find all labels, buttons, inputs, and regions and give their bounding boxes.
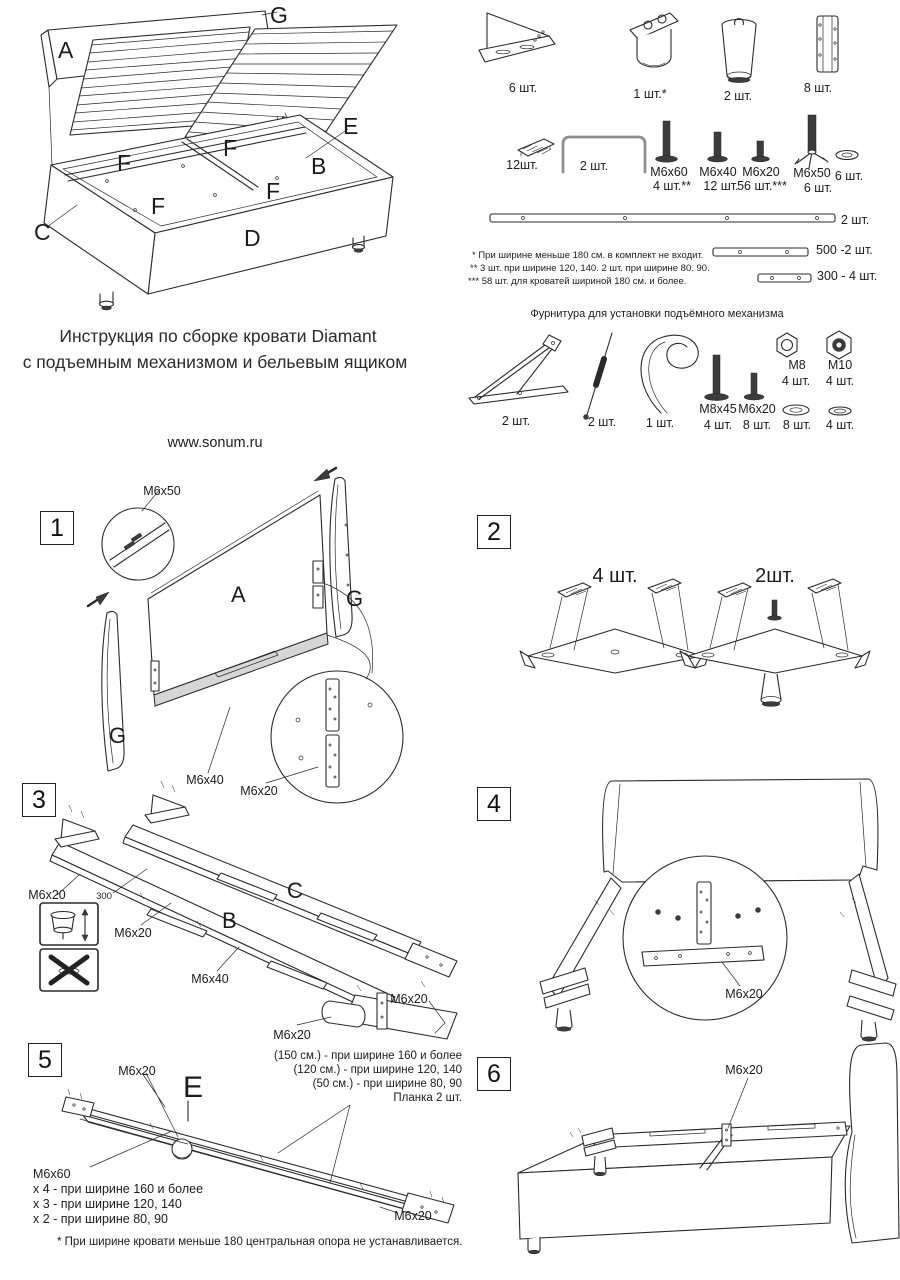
step3-rail-b-label: B — [222, 908, 237, 933]
step5-m6x20-top-label: M6x20 — [118, 1064, 156, 1078]
bolt-size: M6x60 — [650, 165, 688, 179]
nut-qty: 4 шт. — [781, 374, 811, 388]
bolt-qty: 56 шт.*** — [737, 179, 787, 193]
mounting-plate-icon — [817, 16, 838, 72]
bolt-size: M8x45 — [699, 402, 737, 416]
step3-m6x20-left-label: M6x20 — [28, 888, 66, 902]
strut-qty: 2 шт. — [587, 415, 617, 429]
step-2-number: 2 — [477, 515, 511, 549]
step3-m6x20-bottom-label: M6x20 — [273, 1028, 311, 1042]
nut-m10-icon — [827, 331, 851, 359]
nut-m8-icon — [777, 333, 797, 357]
part-qty: 12шт. — [506, 158, 538, 172]
part-qty: 2 шт. — [579, 159, 609, 173]
bolt-m8x45-icon — [705, 355, 729, 401]
slat-bar-500-icon — [713, 248, 808, 256]
bar-qty: 2 шт. — [841, 213, 870, 227]
step-6-number: 6 — [477, 1057, 511, 1091]
bolt-size: M6x20 — [738, 402, 776, 416]
overview-label-c: C — [34, 219, 51, 245]
bolt-qty: 6 шт. — [803, 181, 833, 195]
step-1-illustration — [30, 465, 460, 815]
nut-size: M10 — [827, 358, 853, 372]
step1-m6x20-label: M6x20 — [240, 784, 278, 798]
parts-note-3: *** 58 шт. для кроватей шириной 180 см. и более. — [468, 276, 687, 287]
step6-m6x20-label: M6x20 — [725, 1063, 763, 1077]
part-qty: 2 шт. — [723, 89, 753, 103]
step1-drawing — [88, 468, 403, 803]
step-2-illustration — [500, 540, 900, 715]
step6-drawing — [518, 1043, 899, 1254]
mechanism-qty: 2 шт. — [501, 414, 531, 428]
overview-label-b: B — [311, 153, 327, 179]
overview-label-f3: F — [151, 193, 166, 219]
footnote: * При ширине кровати меньше 180 центральная опора не устанавливается. — [57, 1236, 463, 1248]
bolt-size: M6x20 — [742, 165, 780, 179]
bolt-m6x60-icon — [656, 121, 678, 162]
step3-300-label: 300 — [96, 891, 112, 902]
bolt-size: M6x40 — [699, 165, 737, 179]
step3-m6x20-right-label: M6x20 — [390, 992, 428, 1006]
washer-4-icon — [829, 407, 851, 415]
step5-width-2-label: х 2 - при ширине 80, 90 — [33, 1212, 168, 1226]
bolt-qty: 8 шт. — [742, 418, 772, 432]
step-1-number: 1 — [40, 511, 74, 545]
step5-option-120: (120 см.) - при ширине 120, 140 — [293, 1064, 462, 1076]
step-6-illustration — [500, 1040, 900, 1260]
overview-label-e: E — [343, 113, 359, 139]
step2-qty-2-label: 2шт. — [755, 565, 795, 587]
step2-bracket-4x — [520, 579, 710, 673]
washer-qty: 4 шт. — [825, 418, 855, 432]
slat-bar-300-icon — [758, 274, 811, 282]
washer-8-icon — [783, 405, 809, 415]
washer-icon — [836, 151, 858, 160]
step5-option-150: (150 см.) - при ширине 160 и более — [274, 1050, 462, 1062]
step5-width-3-label: х 3 - при ширине 120, 140 — [33, 1197, 182, 1211]
step-5-number: 5 — [28, 1043, 62, 1077]
gas-strut-icon — [584, 333, 613, 420]
bolt-qty: 4 шт. — [703, 418, 733, 432]
step1-panel-a-label: A — [231, 582, 246, 607]
hanger-bolt-m6x50-icon — [795, 115, 828, 168]
step1-m6x50-label: M6x50 — [143, 484, 181, 498]
corner-bracket-icon — [479, 13, 555, 62]
step3-m6x40-label: M6x40 — [191, 972, 229, 986]
strap-qty: 1 шт. — [645, 416, 675, 430]
step2-bracket-2x-with-leg — [680, 579, 870, 706]
step5-beam-e-label: E — [183, 1071, 204, 1104]
bar-qty: 500 -2 шт. — [816, 243, 873, 257]
bolt-m6x40-icon — [708, 132, 728, 162]
step5-m6x20-br-label: M6x20 — [394, 1209, 432, 1223]
bed-overview-illustration — [15, 2, 460, 317]
step5-plank-label: Планка 2 шт. — [393, 1092, 462, 1104]
bolt-qty: 4 шт.** — [653, 179, 691, 193]
step5-option-50: (50 см.) - при ширине 80, 90 — [312, 1078, 462, 1090]
step1-side-g-left-label: G — [109, 723, 127, 748]
overview-label-f2: F — [223, 135, 238, 161]
bolt-size: M6x50 — [793, 166, 831, 180]
step5-width-4-label: х 4 - при ширине 160 и более — [33, 1182, 204, 1196]
overview-label-g: G — [270, 2, 288, 28]
leg-icon — [722, 19, 756, 83]
strap-icon — [641, 335, 698, 413]
overview-label-a: A — [58, 37, 74, 63]
step4-m6x20-label: M6x20 — [725, 987, 763, 1001]
storage-box-drawing — [44, 115, 393, 294]
step2-qty-4-label: 4 шт. — [592, 565, 638, 587]
overview-label-f1: F — [117, 150, 132, 176]
part-qty: 1 шт.* — [633, 87, 667, 101]
page-title-line1: Инструкция по сборке кровати Diamant — [59, 326, 377, 346]
page-title-line2: с подъемным механизмом и бельевым ящиком — [22, 352, 408, 372]
step-4-illustration — [500, 770, 900, 1050]
overview-label-f4: F — [266, 178, 281, 204]
step1-side-g-right-label: G — [346, 586, 364, 611]
part-qty: 6 шт. — [508, 81, 538, 95]
step5-m6x60-label: M6x60 — [33, 1167, 71, 1181]
slat-bar-long-icon — [490, 214, 835, 222]
step-3-number: 3 — [22, 783, 56, 817]
bolt-m6x20-icon — [744, 373, 764, 400]
lift-hardware-heading: Фурнитура для установки подъёмного механизма — [530, 308, 784, 320]
website-link: www.sonum.ru — [167, 435, 263, 451]
washer-qty: 6 шт. — [834, 169, 864, 183]
step3-rail-c-label: C — [287, 878, 303, 903]
step-4-number: 4 — [477, 787, 511, 821]
washer-qty: 8 шт. — [782, 418, 812, 432]
parts-note-2: ** 3 шт. при ширине 120, 140. 2 шт. при ширине 80. 90. — [470, 263, 710, 274]
parts-note-1: * При ширине меньше 180 см. в комплект не входит. — [472, 250, 704, 261]
bolt-m6x20-icon — [752, 141, 770, 162]
bolt-qty: 12 шт. — [703, 179, 739, 193]
lift-mechanism-icon — [469, 335, 568, 404]
bar-qty: 300 - 4 шт. — [817, 269, 878, 283]
step1-m6x40-label: M6x40 — [186, 773, 224, 787]
nut-size: M8 — [788, 358, 806, 372]
nut-qty: 4 шт. — [825, 374, 855, 388]
overview-label-d: D — [244, 225, 261, 251]
center-leg-bracket-icon — [630, 13, 678, 67]
part-qty: 8 шт. — [803, 81, 833, 95]
pad-icon — [518, 139, 554, 156]
step3-m6x20-mid-label: M6x20 — [114, 926, 152, 940]
step4-drawing — [540, 779, 896, 1041]
